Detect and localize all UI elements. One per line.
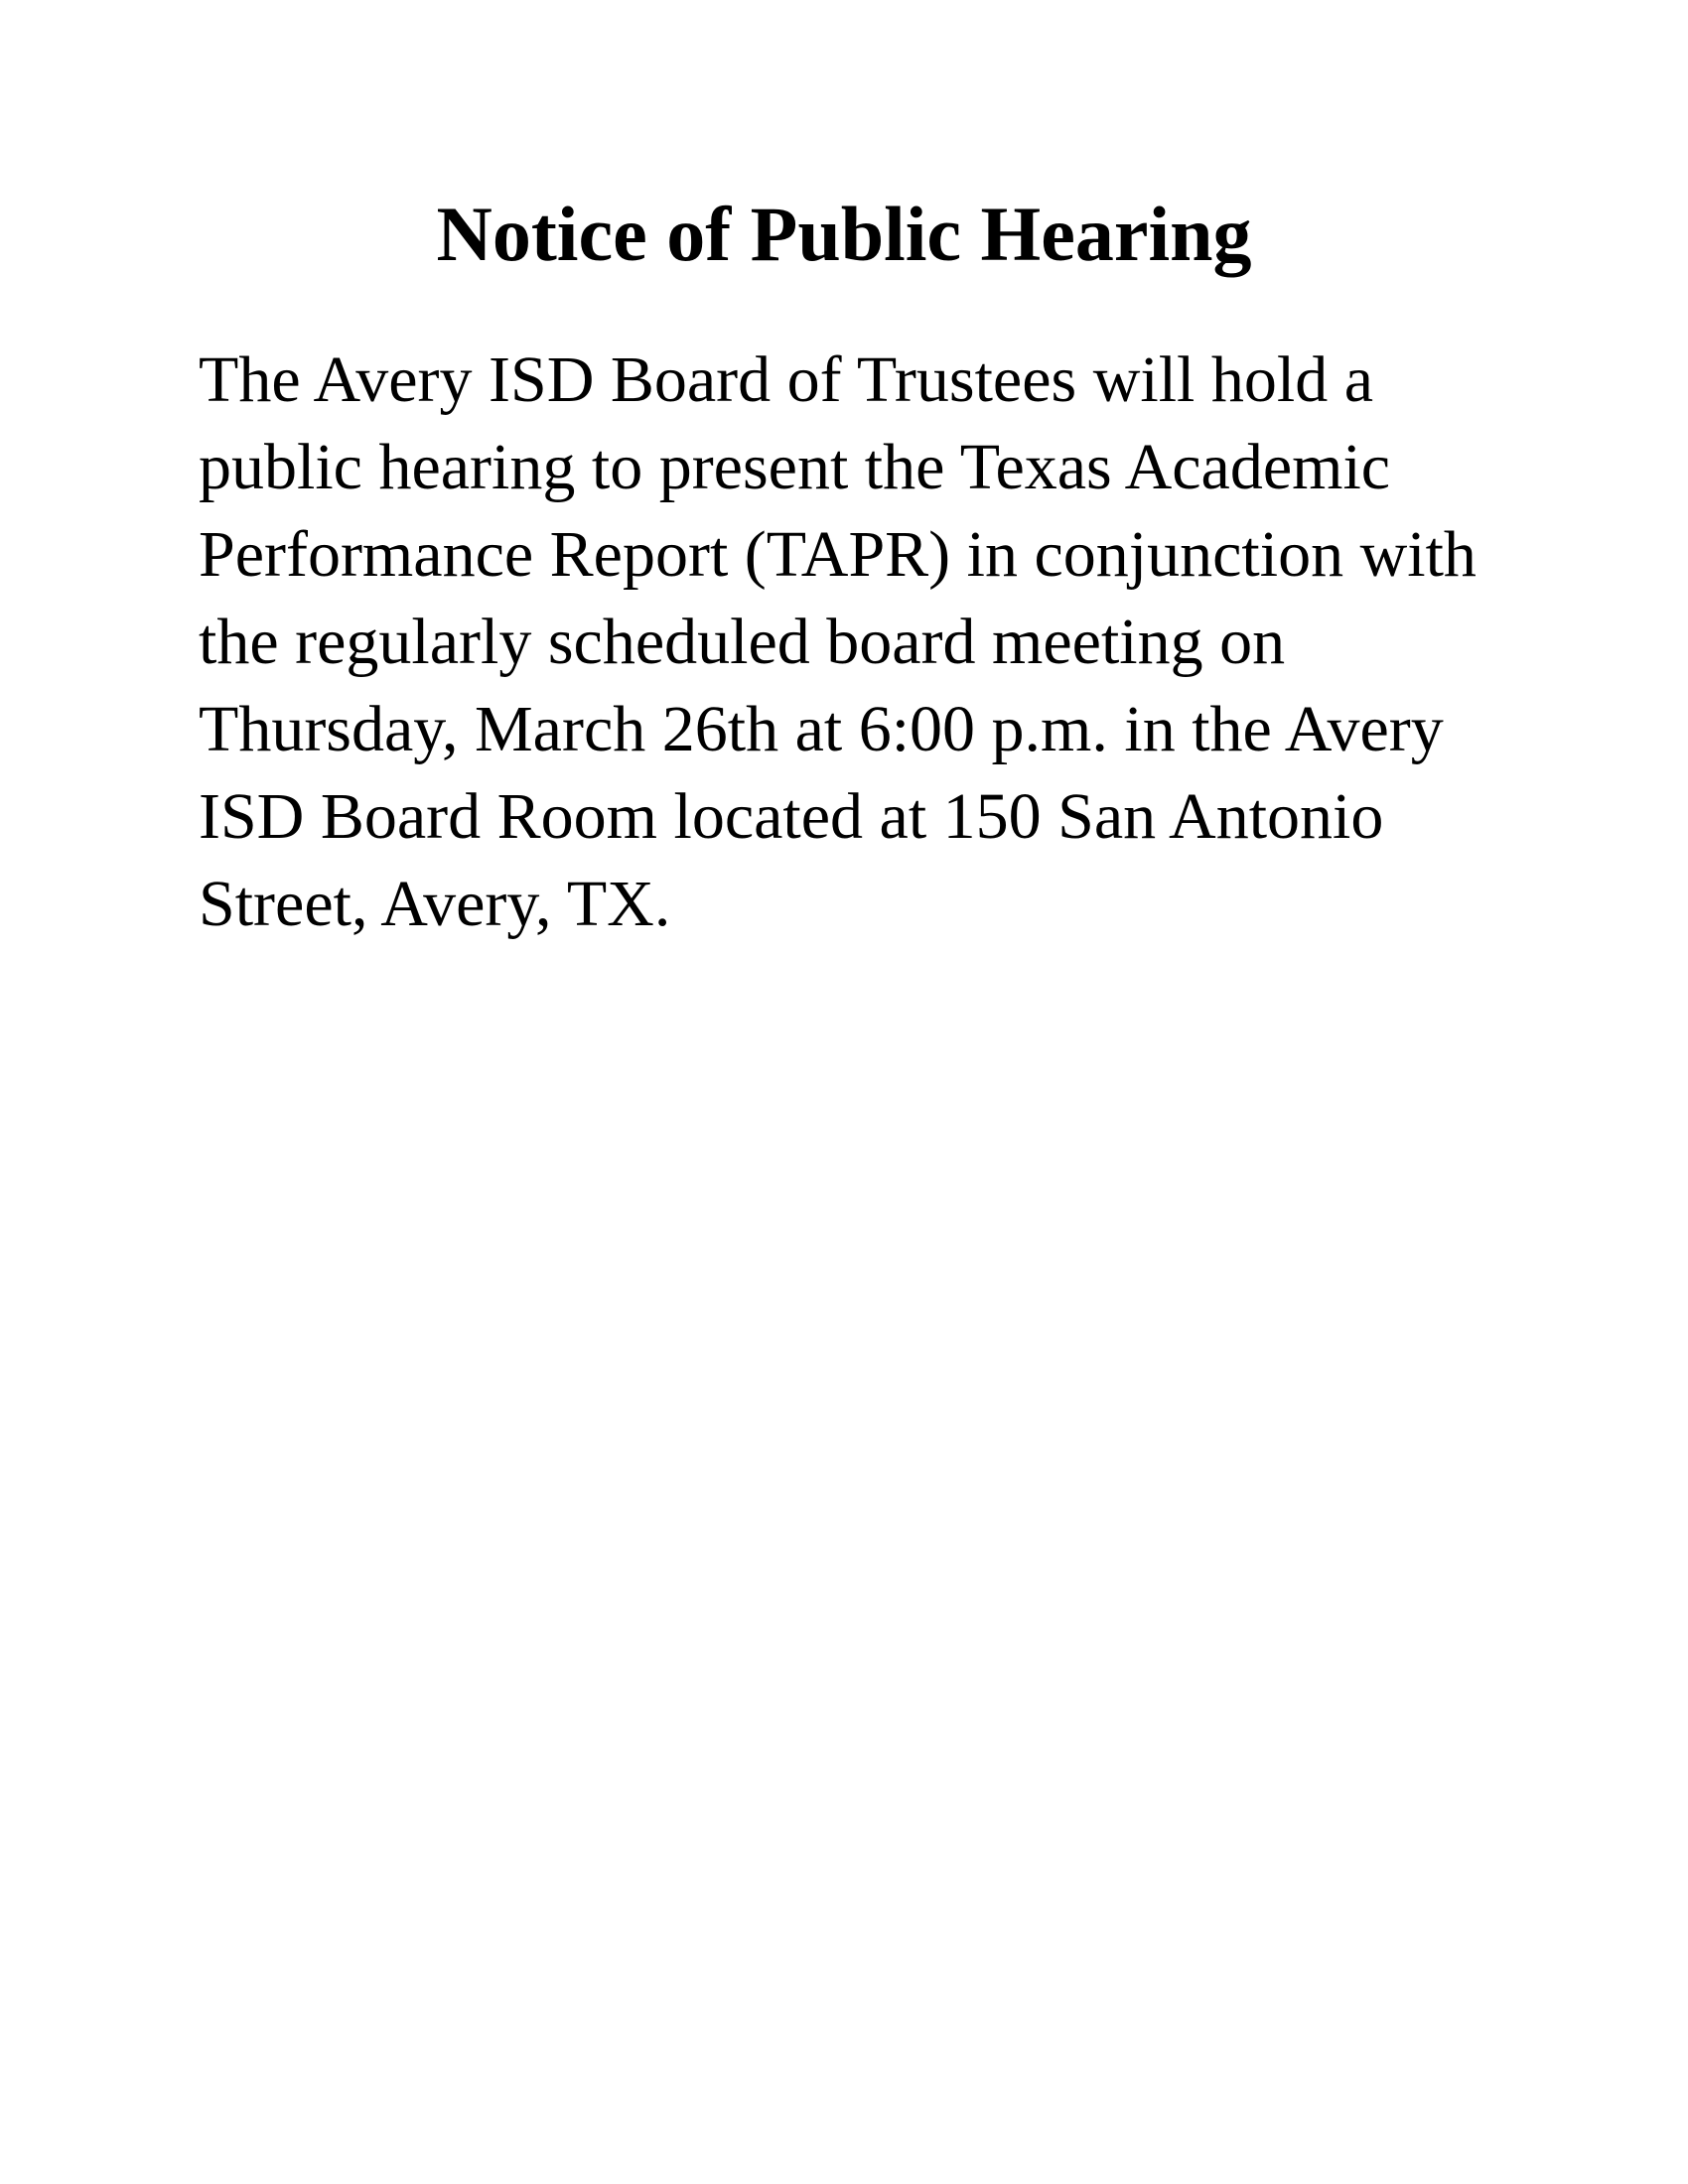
body-line: Thursday, March 26th at 6:00 p.m. in the Avery	[199, 693, 1444, 765]
body-line: Street, Avery, TX.	[199, 868, 671, 940]
body-line: The Avery ISD Board of Trustees will hold a	[199, 343, 1374, 416]
body-line: the regularly scheduled board meeting on	[199, 606, 1286, 678]
body-line: ISD Board Room located at 150 San Antonio	[199, 780, 1384, 853]
page-title: Notice of Public Hearing	[436, 191, 1252, 277]
body-line: Performance Report (TAPR) in conjunction with	[199, 518, 1477, 591]
body-line: public hearing to present the Texas Academic	[199, 431, 1391, 503]
notice-body-paragraph	[199, 337, 1489, 948]
